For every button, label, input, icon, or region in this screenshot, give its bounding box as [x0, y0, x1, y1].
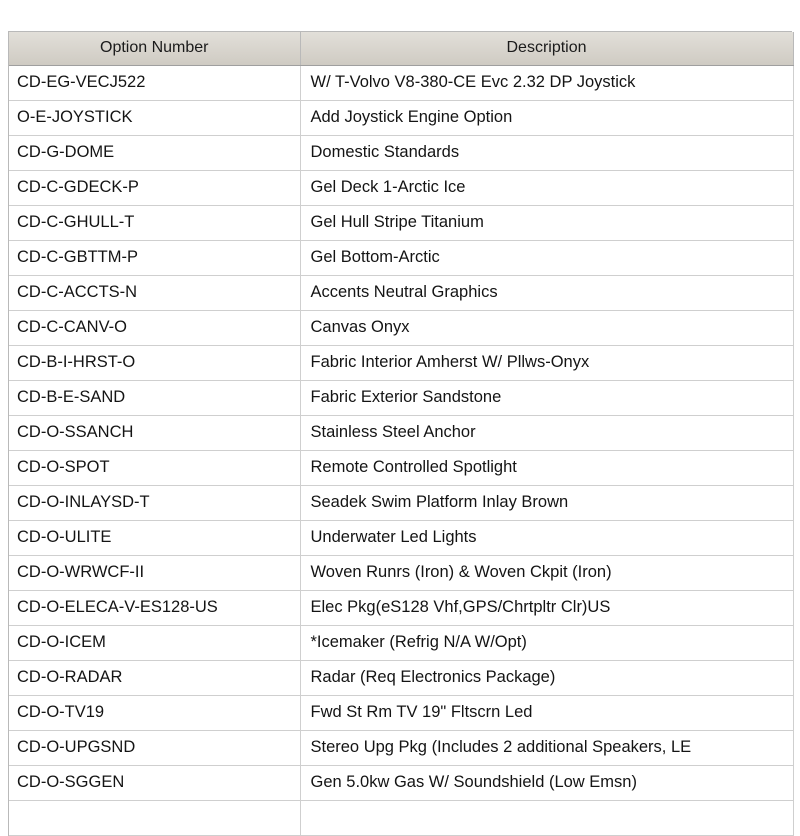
options-table-container: [8, 31, 792, 836]
table-row[interactable]: [9, 730, 793, 765]
cell-description: Stereo Upg Pkg (Includes 2 additional Speakers, LE: [300, 730, 793, 765]
cell-empty: [300, 800, 793, 835]
cell-description: Remote Controlled Spotlight: [300, 450, 793, 485]
table-row[interactable]: [9, 695, 793, 730]
cell-empty: [9, 800, 300, 835]
cell-option-number: CD-O-SPOT: [9, 450, 300, 485]
options-table: [9, 32, 794, 836]
cell-description: Woven Runrs (Iron) & Woven Ckpit (Iron): [300, 555, 793, 590]
cell-option-number: CD-C-GBTTM-P: [9, 240, 300, 275]
cell-option-number: O-E-JOYSTICK: [9, 100, 300, 135]
cell-option-number: CD-O-SGGEN: [9, 765, 300, 800]
table-row-partial: [9, 800, 793, 835]
cell-option-number: CD-G-DOME: [9, 135, 300, 170]
cell-option-number: CD-O-UPGSND: [9, 730, 300, 765]
cell-option-number: CD-O-ULITE: [9, 520, 300, 555]
table-row[interactable]: [9, 415, 793, 450]
cell-description: Underwater Led Lights: [300, 520, 793, 555]
cell-description: *Icemaker (Refrig N/A W/Opt): [300, 625, 793, 660]
table-row[interactable]: [9, 625, 793, 660]
table-row[interactable]: [9, 135, 793, 170]
cell-description: Gel Hull Stripe Titanium: [300, 205, 793, 240]
cell-option-number: CD-EG-VECJ522: [9, 65, 300, 100]
cell-description: Gen 5.0kw Gas W/ Soundshield (Low Emsn): [300, 765, 793, 800]
cell-description: Gel Bottom-Arctic: [300, 240, 793, 275]
cell-description: Accents Neutral Graphics: [300, 275, 793, 310]
cell-description: Fabric Exterior Sandstone: [300, 380, 793, 415]
cell-description: Stainless Steel Anchor: [300, 415, 793, 450]
column-header-option-number[interactable]: Option Number: [9, 32, 300, 65]
column-header-description[interactable]: Description: [300, 32, 793, 65]
cell-option-number: CD-O-INLAYSD-T: [9, 485, 300, 520]
cell-option-number: CD-O-ICEM: [9, 625, 300, 660]
cell-description: Elec Pkg(eS128 Vhf,GPS/Chrtpltr Clr)US: [300, 590, 793, 625]
cell-option-number: CD-O-RADAR: [9, 660, 300, 695]
table-row[interactable]: [9, 240, 793, 275]
table-row[interactable]: [9, 485, 793, 520]
cell-option-number: CD-C-ACCTS-N: [9, 275, 300, 310]
table-row[interactable]: [9, 590, 793, 625]
cell-description: W/ T-Volvo V8-380-CE Evc 2.32 DP Joystick: [300, 65, 793, 100]
table-header: [9, 32, 793, 65]
table-row[interactable]: [9, 450, 793, 485]
table-row[interactable]: [9, 205, 793, 240]
table-row[interactable]: [9, 520, 793, 555]
cell-description: Fabric Interior Amherst W/ Pllws-Onyx: [300, 345, 793, 380]
cell-option-number: CD-O-ELECA-V-ES128-US: [9, 590, 300, 625]
cell-option-number: CD-O-SSANCH: [9, 415, 300, 450]
cell-description: Seadek Swim Platform Inlay Brown: [300, 485, 793, 520]
cell-description: Add Joystick Engine Option: [300, 100, 793, 135]
table-row[interactable]: [9, 170, 793, 205]
cell-option-number: CD-B-E-SAND: [9, 380, 300, 415]
cell-option-number: CD-C-CANV-O: [9, 310, 300, 345]
table-header-row: [9, 32, 793, 65]
table-row[interactable]: [9, 765, 793, 800]
cell-description: Gel Deck 1-Arctic Ice: [300, 170, 793, 205]
cell-option-number: CD-O-TV19: [9, 695, 300, 730]
cell-description: Canvas Onyx: [300, 310, 793, 345]
cell-option-number: CD-C-GDECK-P: [9, 170, 300, 205]
table-row[interactable]: [9, 65, 793, 100]
table-row[interactable]: [9, 380, 793, 415]
table-row[interactable]: [9, 275, 793, 310]
table-body: [9, 65, 793, 835]
table-row[interactable]: [9, 310, 793, 345]
table-row[interactable]: [9, 345, 793, 380]
cell-description: Fwd St Rm TV 19" Fltscrn Led: [300, 695, 793, 730]
table-row[interactable]: [9, 660, 793, 695]
table-row[interactable]: [9, 555, 793, 590]
cell-option-number: CD-B-I-HRST-O: [9, 345, 300, 380]
cell-description: Domestic Standards: [300, 135, 793, 170]
cell-description: Radar (Req Electronics Package): [300, 660, 793, 695]
cell-option-number: CD-O-WRWCF-II: [9, 555, 300, 590]
table-row[interactable]: [9, 100, 793, 135]
cell-option-number: CD-C-GHULL-T: [9, 205, 300, 240]
